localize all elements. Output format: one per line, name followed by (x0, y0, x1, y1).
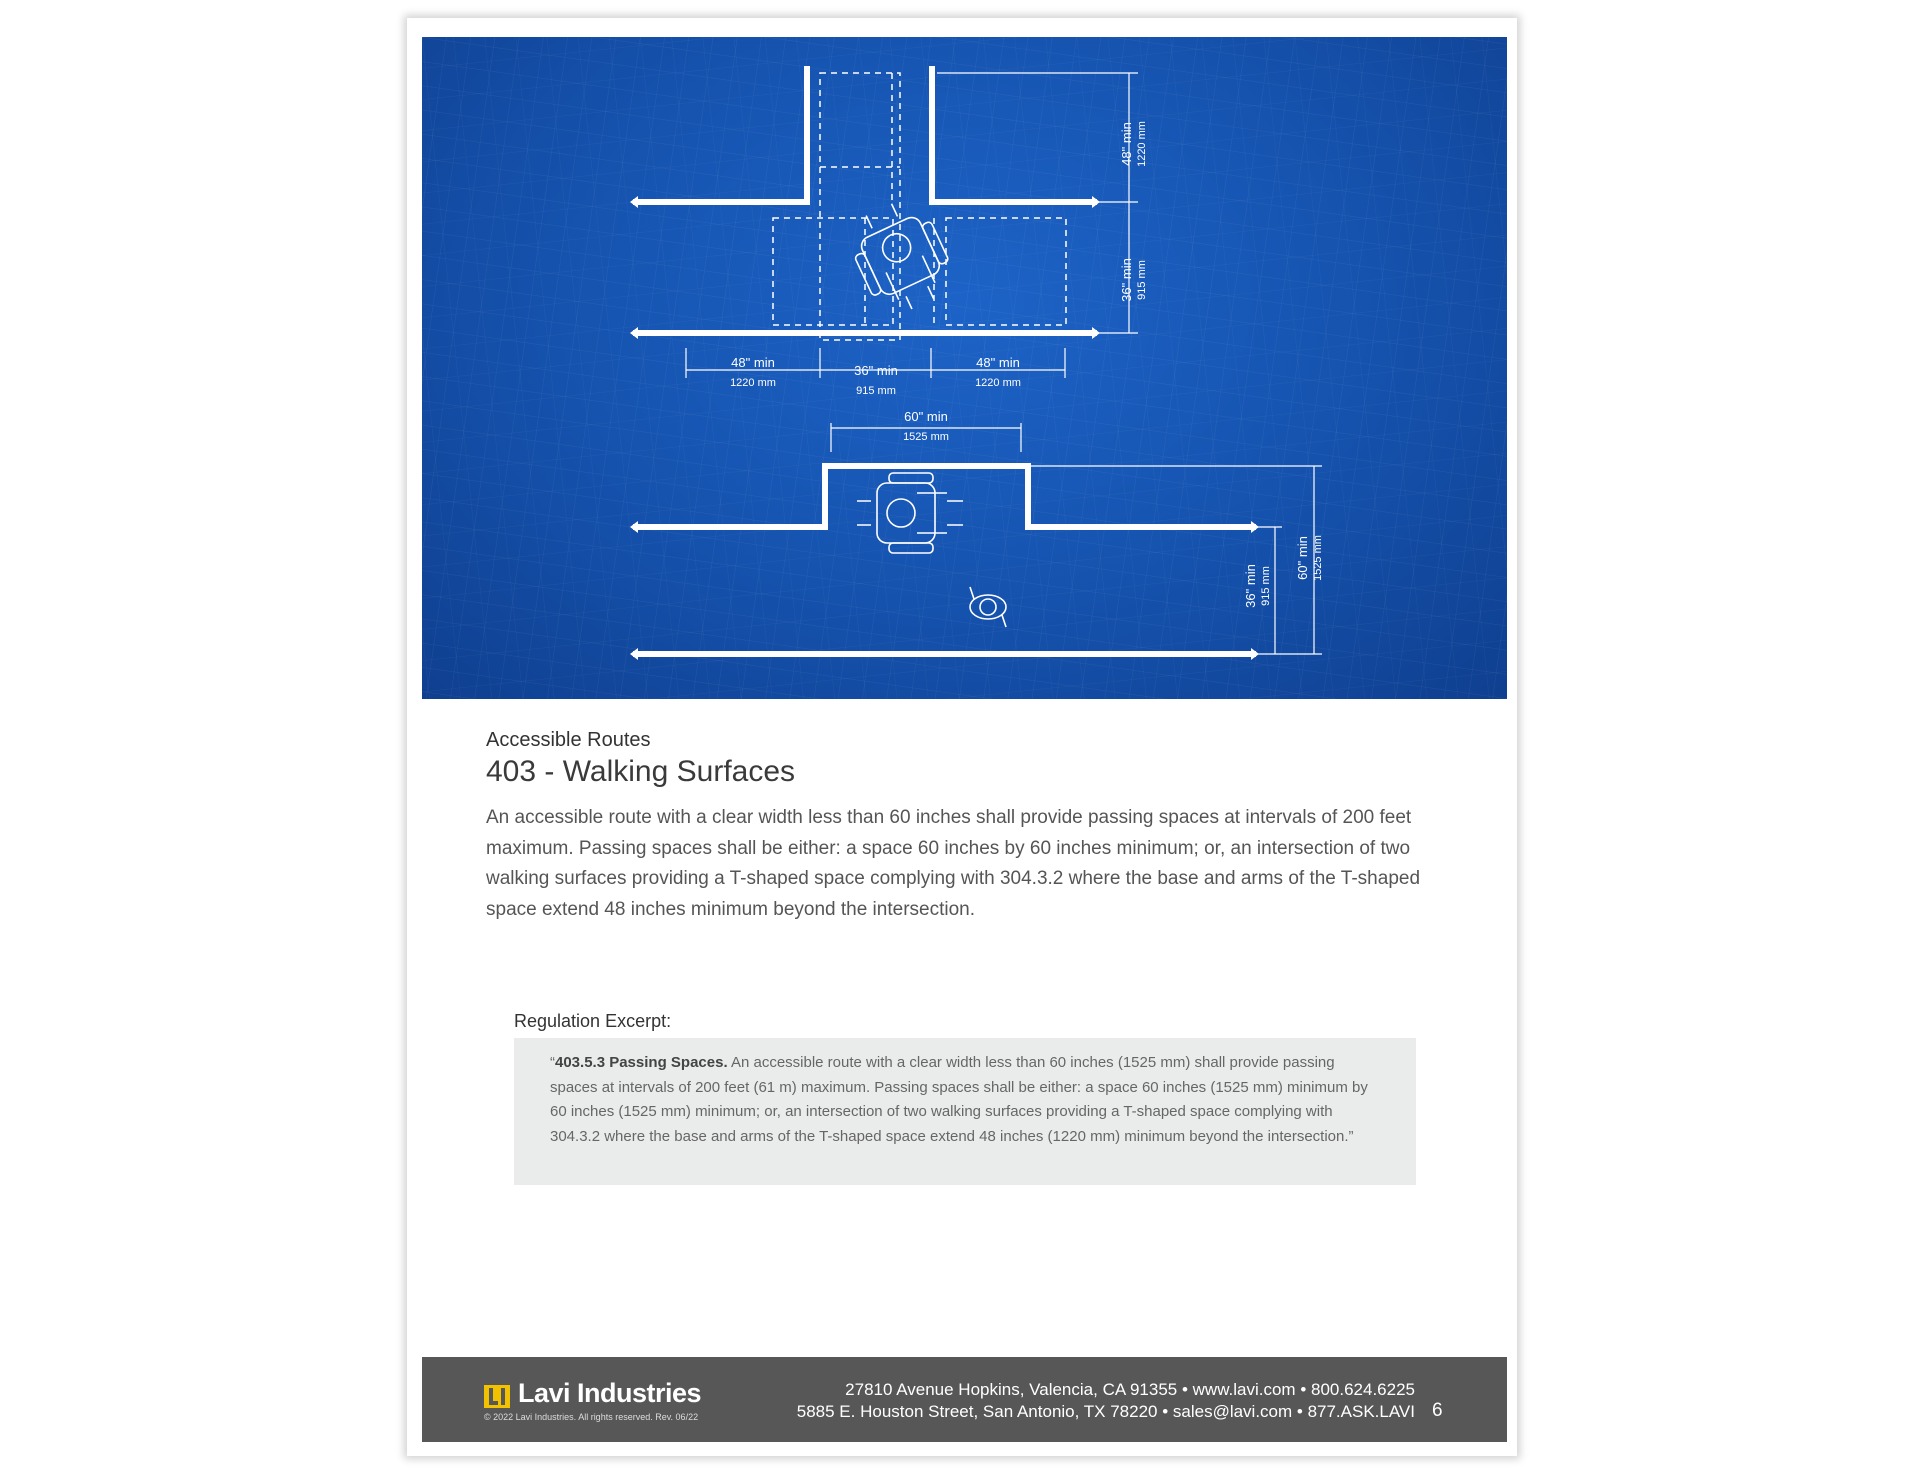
dim-label-in: 48" min (976, 355, 1020, 370)
copyright-text: © 2022 Lavi Industries. All rights reserved. Rev. 06/22 (484, 1412, 699, 1422)
page-title: 403 - Walking Surfaces (486, 755, 796, 788)
dim-label-mm: 915 mm (1136, 260, 1148, 300)
dim-label-mm: 915 mm (1260, 566, 1272, 606)
dim-label-in: 36" min (854, 363, 898, 378)
dim-label-mm: 915 mm (856, 385, 896, 397)
lavi-logo-icon (484, 1385, 510, 1408)
regulation-excerpt-box (514, 1038, 1416, 1185)
dim-label-mm: 1220 mm (975, 377, 1021, 389)
address-line-valencia: 27810 Avenue Hopkins, Valencia, CA 91355 • www.lavi.com • 800.624.6225 (845, 1380, 1415, 1399)
company-name: Lavi Industries (518, 1378, 702, 1408)
section-subtitle: Accessible Routes (486, 729, 651, 751)
page-number: 6 (1432, 1400, 1443, 1421)
address-line-san-antonio: 5885 E. Houston Street, San Antonio, TX 78220 • sales@lavi.com • 877.ASK.LAVI (796, 1402, 1415, 1421)
excerpt-open-quote: “ (550, 1054, 555, 1071)
dim-label-in: 36" min (1119, 258, 1134, 302)
blueprint-diagram (422, 37, 1507, 699)
document-page (422, 37, 1507, 1442)
body-paragraph: An accessible route with a clear width less than 60 inches shall provide passing spaces at intervals of 200 feet maximum. Passing spaces shall be either: a space 60 inches by 60 inches minimum; or, an intersection of two walking surfaces providing a T-shaped space complying with 304.3.2 where the base and arms of the T-shaped space extend 48 inches minimum beyond the intersection. (486, 807, 1421, 920)
dim-label-in: 48" min (731, 355, 775, 370)
excerpt-text (550, 1051, 1380, 1149)
diagram-svg (422, 37, 1507, 699)
excerpt-label: Regulation Excerpt: (514, 1011, 672, 1031)
excerpt-heading: 403.5.3 Passing Spaces. (555, 1054, 728, 1071)
excerpt-body: An accessible route with a clear width less than 60 inches (1525 mm) shall provide passing spaces at intervals of 200 feet (61 m) maximum. Passing spaces shall be either: a space 60 inches (1525 mm) minimum by 60 inches (1525 mm) minimum; or, an intersection of two walking surfaces providing a T-shaped space complying with 304.3.2 where the base and arms of the T-shaped space extend 48 inches (1220 mm) minimum beyond the intersection.” (550, 1054, 1368, 1145)
dim-label-in: 36" min (1243, 564, 1258, 608)
dim-label-mm: 1220 mm (730, 377, 776, 389)
dim-label-mm: 1220 mm (1136, 121, 1148, 167)
dim-label-in: 60" min (1295, 536, 1310, 580)
dim-label-in: 48" min (1119, 122, 1134, 166)
footer-bar (422, 1357, 1507, 1442)
dim-label-mm: 1525 mm (903, 431, 949, 443)
dim-label-mm: 1525 mm (1312, 535, 1324, 581)
dim-label-in: 60" min (904, 409, 948, 424)
